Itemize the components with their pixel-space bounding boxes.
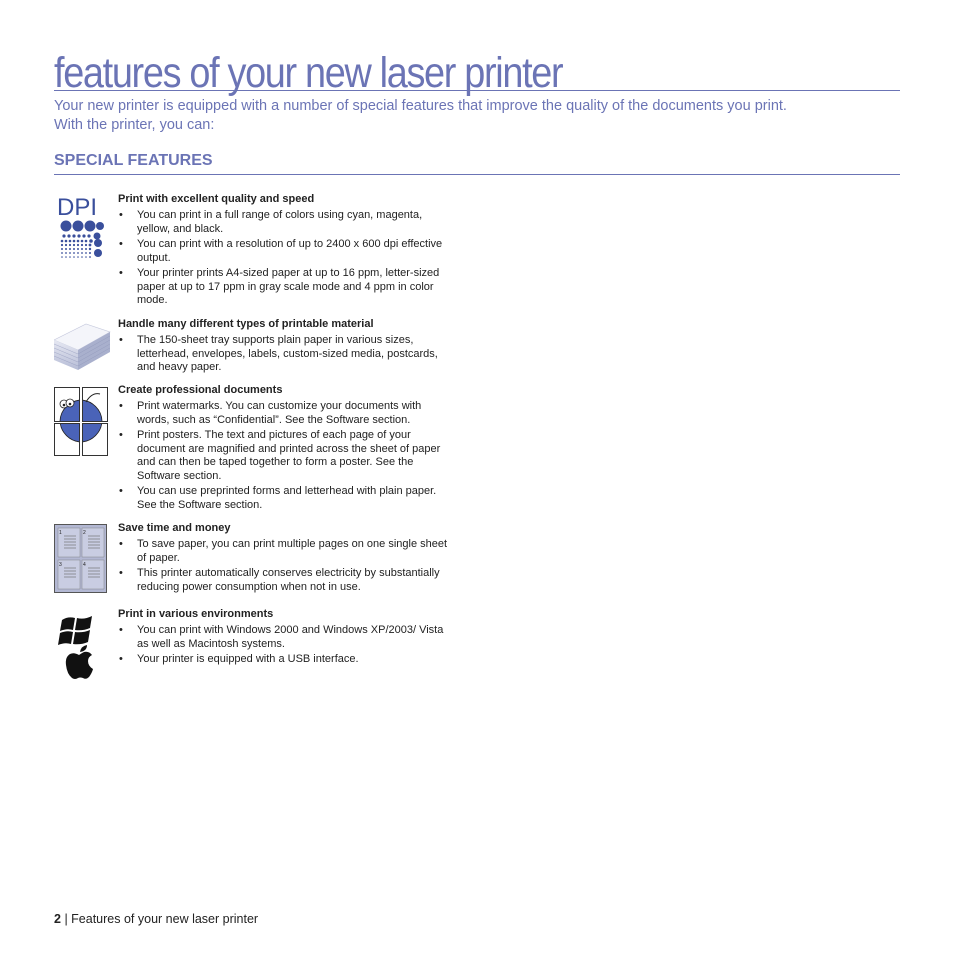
list-item: • You can print in a full range of colors using cyan, magenta, yellow, and black. <box>118 209 454 236</box>
list-item: • This printer automatically conserves electricity by substantially reducing power consumption when not in use. <box>118 567 454 594</box>
feature-bullets <box>118 209 454 308</box>
feature-body <box>118 384 454 514</box>
list-item: • You can print with a resolution of up to 2400 x 600 dpi effective output. <box>118 238 454 265</box>
list-item: • Print posters. The text and pictures of each page of your document are magnified and printed across the sheet of paper and can then be taped together to form a poster. See the Software section. <box>118 429 454 483</box>
page-footer <box>54 912 258 926</box>
list-item: • To save paper, you can print multiple pages on one single sheet of paper. <box>118 538 454 565</box>
dpi-icon <box>54 193 104 266</box>
list-item: • The 150-sheet tray supports plain paper in various sizes, letterhead, envelopes, labels, custom-sized media, postcards, and heavy paper. <box>118 334 454 375</box>
feature-body <box>118 193 454 310</box>
feature-bullets <box>118 624 454 667</box>
multi-page-icon <box>54 522 108 599</box>
feature-title: Save time and money <box>118 522 231 534</box>
svg-text:4: 4 <box>83 562 86 568</box>
list-item: • Print watermarks. You can customize your documents with words, such as “Confidential”. See the Software section. <box>118 400 454 427</box>
list-item: • You can print with Windows 2000 and Windows XP/2003/ Vista as well as Macintosh systems. <box>118 624 454 651</box>
feature-body <box>118 608 454 669</box>
feature-title: Create professional documents <box>118 384 283 396</box>
feature-title: Print in various environments <box>118 608 274 620</box>
feature-bullets <box>118 334 454 375</box>
page-number: 2 <box>54 912 61 926</box>
section-heading: SPECIAL FEATURES <box>54 151 900 175</box>
page-title: features of your new laser printer <box>54 50 900 91</box>
list-item: • Your printer is equipped with a USB interface. <box>118 653 454 667</box>
poster-apple-icon <box>54 384 110 463</box>
feature-body <box>118 318 454 377</box>
feature-body <box>118 522 454 596</box>
feature-title: Print with excellent quality and speed <box>118 193 315 205</box>
list-item: • Your printer prints A4-sized paper at up to 16 ppm, letter-sized paper at up to 17 ppm in gray scale mode and 4 ppm in color mode. <box>118 267 454 308</box>
feature-bullets <box>118 400 454 512</box>
feature-title: Handle many different types of printable material <box>118 318 374 330</box>
intro-line-2: With the printer, you can: <box>54 117 215 133</box>
feature-bullets <box>118 538 454 594</box>
intro-line-1: Your new printer is equipped with a number of special features that improve the quality of the documents you print. <box>54 98 787 114</box>
paper-stack-icon <box>54 318 112 377</box>
svg-text:DPI: DPI <box>57 194 98 221</box>
footer-separator: | <box>64 912 68 926</box>
footer-text: Features of your new laser printer <box>71 912 259 926</box>
svg-text:2: 2 <box>83 530 86 536</box>
intro-text <box>54 97 900 135</box>
svg-text:3: 3 <box>59 562 62 568</box>
list-item: • You can use preprinted forms and letterhead with plain paper. See the Software section. <box>118 485 454 512</box>
windows-apple-icon <box>54 608 104 689</box>
svg-text:1: 1 <box>59 530 62 536</box>
